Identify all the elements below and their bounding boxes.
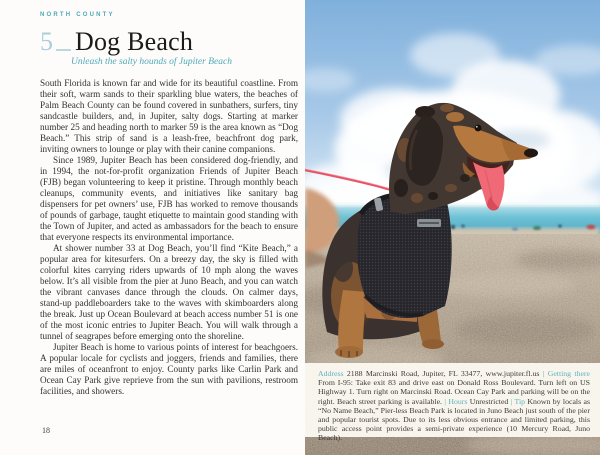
photo-caption: Address 2188 Marcinski Road, Jupiter, FL 33477, www.jupiter.fl.us | Getting there From I-95: Take exit 83 and drive east on Donald Ross Boulevard. Turn left on US Highway 1. Turn right on Marcinski Road. Ocean Cay Park and parking will be on the right. Beach street parking is available. | Hours Unrestricted | Tip Known by locals as “No Name Beach,” Pier-less Beach Park is located in Juno Beach just south of the pier and popular tourist spots. Due to its less obvious entrance and limited parking, this public access point provides a semi-private experience (10 Mercury Road, Juno Beach).	[305, 363, 600, 437]
chapter-rule	[56, 49, 71, 51]
caption-separator: |	[508, 396, 515, 406]
paragraph: At shower number 33 at Dog Beach, you’ll find “Kite Beach,” a popular area for kitesurfers. On a breezy day, the sky is filled with colorful kites carrying riders upwards of 10 mph along the waves below. It’s all visible from the pier at Juno Beach, and you can watch the vibrant canvases dance through the clouds. On calmer days, stand-up paddleboarders take to the waves with skimboarders along the break. Just up Ocean Boulevard at beach access number 51 is one of the most iconic entries to Jupiter Beach. You will walk through a tunnel of seagrapes before emerging onto the shoreline.	[40, 243, 298, 341]
dog-nose	[524, 149, 538, 158]
paragraph: South Florida is known far and wide for its beautiful coastline. From their soft, warm sands to their sparkling blue waters, the beaches of Palm Beach County can be found covered in sunbathers, surfers, tiny sandcastle builders, and, in Jupiter, salty dogs. Starting at marker number 25 and heading north to marker 59 is the area known as “Dog Beach.” This strip of sand is a leash-free, beachfront dog park, inviting owners to lounge or play with their canine companions.	[40, 78, 298, 154]
caption-label: Tip	[514, 396, 528, 406]
chapter-subtitle: Unleash the salty hounds of Jupiter Beach	[71, 57, 232, 67]
dog-front-leg	[338, 290, 367, 352]
section-kicker: NORTH COUNTY	[40, 12, 115, 18]
article-column	[40, 12, 298, 397]
chapter-number: 5	[40, 27, 53, 56]
caption-separator: |	[539, 369, 548, 378]
article-body	[40, 78, 298, 397]
caption-label: Address	[318, 369, 347, 378]
paragraph: Jupiter Beach is home to various points of interest for beachgoers. A popular locale for cyclists and joggers, friends and families, there are miles of oceanfront to enjoy. County parks like Carlin Park and Ocean Cay Park give reprieve from the sun with pavilions, restroom facilities, and showers.	[40, 342, 298, 396]
caption-label: Hours	[448, 396, 470, 406]
chapter-title-row	[40, 27, 298, 56]
dog-eye	[475, 125, 482, 132]
chapter-title: Dog Beach	[75, 27, 194, 56]
horizon-haze	[305, 203, 600, 207]
caption-label: Getting there	[547, 369, 590, 378]
beach-dog-photo	[305, 0, 600, 455]
page-number: 18	[42, 426, 50, 435]
caption-separator: |	[442, 396, 449, 406]
paragraph: Since 1989, Jupiter Beach has been considered dog-friendly, and in 1994, the not-for-profit organization Friends of Jupiter Beach (FJB) began volunteering to keep it pristine. Through monthly beach cleanups, community events, and initiatives like sanitary bag dispensers for pet owners’ use, FJB has worked to remove thousands of pounds of garbage, taught etiquette to maintain good standing with the Town of Jupiter, and acted as ambassadors for the beach to ensure that everyone respects its environmental importance.	[40, 155, 298, 242]
